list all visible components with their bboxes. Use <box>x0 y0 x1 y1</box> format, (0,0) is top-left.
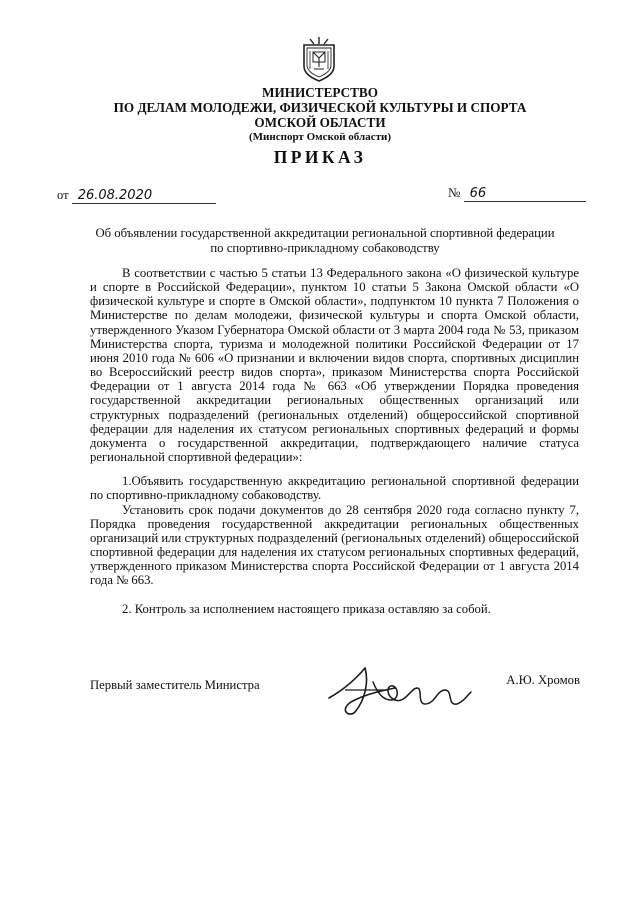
coat-of-arms-icon <box>301 36 337 82</box>
date-value: 26.08.2020 <box>77 188 153 203</box>
header-line-3: ОМСКОЙ ОБЛАСТИ <box>254 115 386 130</box>
item-1-paragraph: 1.Объявить государственную аккредитацию региональной спортивной федерации по спортивно-прикладному собаководству. <box>90 474 579 503</box>
number-line <box>448 185 586 202</box>
number-field <box>464 186 586 202</box>
deadline-paragraph: Установить срок подачи документов до 28 сентября 2020 года согласно пункту 7, Порядка проведения государственной аккредитации региональных общественных организаций или структурных подразделений (региональных отделений) общероссийской спортивной федерации для наделения их статусом региональных спортивных федераций, утвержденного приказом Министерства спорта Российской Федерации от 1 августа 2014 года № 663. <box>90 502 579 588</box>
signer-role: Первый заместитель Министра <box>90 678 260 692</box>
order-body <box>90 266 579 617</box>
header-line-4: (Минспорт Омской области) <box>249 131 391 143</box>
header-line-1: МИНИСТЕРСТВО <box>262 85 378 100</box>
ministry-header <box>60 85 580 145</box>
handwritten-signature <box>325 660 475 718</box>
order-subject: Об объявлении государственной аккредитации региональной спортивной федерации по спортивно-прикладному собаководству <box>95 226 555 255</box>
signer-name: А.Ю. Хромов <box>506 673 580 687</box>
preamble-paragraph: В соответствии с частью 5 статьи 13 Федерального закона «О физической культуре и спорте в Российской Федерации», пунктом 10 статьи 5 Закона Омской области «О физической культуре и спорте в Омской области», подпунктом 10 пункта 7 Положения о Министерстве по делам молодежи, физической культуры и спорта Омской области, утвержденного Указом Губернатора Омской области от 3 марта 2004 года № 53, приказом Министерства спорта, туризма и молодежной политики Российской Федерации от 17 июня 2010 года № 606 «О признании и включении видов спорта, спортивных дисциплин во Всероссийский реестр видов спорта», приказом Министерства спорта Российской Федерации от 1 августа 2014 года № 663 «Об утверждении Порядка проведения государственной аккредитации региональных общественных организаций или структурных подразделений (региональных отделений) общероссийской спортивной федерации для наделения их статусом региональных спортивных федераций и формы документа о государственной аккредитации, подтверждающего наличие статуса региональной спортивной федерации»: <box>90 266 579 465</box>
date-prefix: от <box>57 188 69 202</box>
document-title: ПРИКАЗ <box>273 147 367 167</box>
number-prefix: № <box>448 185 461 200</box>
number-value: 66 <box>469 186 487 201</box>
date-field <box>72 188 216 204</box>
header-line-2: ПО ДЕЛАМ МОЛОДЕЖИ, ФИЗИЧЕСКОЙ КУЛЬТУРЫ И СПОРТА <box>113 100 527 115</box>
date-line <box>57 188 216 204</box>
item-2-paragraph: 2. Контроль за исполнением настоящего приказа оставляю за собой. <box>122 602 491 617</box>
